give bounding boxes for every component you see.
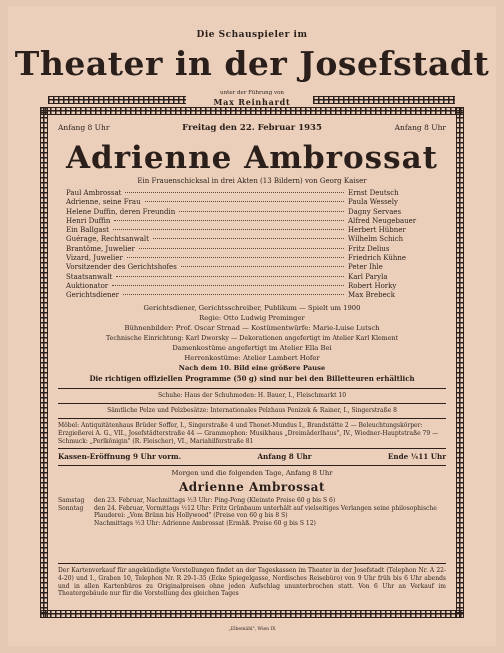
kassa-time: Kassen-Eröffnung 9 Uhr vorm.	[58, 452, 182, 461]
start-time-left: Anfang 8 Uhr	[58, 123, 110, 132]
upcoming-day: Sonntag	[58, 504, 84, 512]
upcoming-row	[58, 497, 446, 505]
cast-role: Guérage, Rechtsanwalt	[66, 235, 149, 244]
dot-leader	[125, 192, 344, 193]
cast-list	[66, 189, 438, 301]
cast-role: Staatsanwalt	[66, 272, 113, 281]
meander-border-top-right	[313, 96, 455, 104]
event-row	[58, 123, 446, 133]
upcoming-text: den 23. Februar, Nachmittags ½3 Uhr: Ping-Pong (Kleinste Preise 60 g bis S 6)	[94, 497, 336, 504]
cast-row	[66, 291, 438, 300]
pause-line: Nach dem 10. Bild eine größere Pause	[178, 364, 326, 372]
divider	[58, 403, 446, 404]
cast-row	[66, 189, 438, 198]
divider	[58, 388, 446, 389]
dot-leader	[112, 285, 344, 286]
divider	[58, 563, 446, 564]
cast-role: Henri Duffin	[66, 216, 111, 225]
dot-leader	[116, 276, 344, 277]
divider	[58, 448, 446, 449]
extras-line: Gerichtsdiener, Gerichtsschreiber, Publikum — Spielt um 1900	[143, 304, 361, 312]
cast-row	[66, 198, 438, 207]
cast-actor: Wilhelm Schich	[348, 235, 404, 244]
cast-role: Vizard, Juwelier	[66, 254, 123, 263]
upcoming-title: Adrienne Ambrossat	[178, 480, 326, 494]
pelze-ad: Sämtliche Pelze und Pelzbesätze: Internationales Pelzhaus Penizek & Rainer, I., Singerstraße 8	[107, 407, 397, 414]
direction-line: unter der Führung von	[220, 90, 284, 96]
regie-line: Regie: Otto Ludwig Preminger	[199, 314, 305, 322]
program-sheet	[8, 6, 496, 646]
cast-role: Auktionator	[66, 281, 109, 290]
programm-line: Die richtigen offiziellen Programme (50 g) sind nur bei den Billetteuren erhältlich	[89, 374, 415, 383]
start-time-right: Anfang 8 Uhr	[394, 123, 446, 132]
technik-line: Technische Einrichtung: Karl Dworsky — Dekorationen angefertigt im Atelier Karl Klement	[105, 335, 399, 342]
cast-role: Paul Ambrossat	[66, 189, 122, 197]
cast-role: Gerichtsdiener	[66, 291, 120, 300]
times-row	[58, 452, 446, 461]
cast-actor: Karl Paryla	[348, 272, 388, 281]
dot-leader	[181, 266, 344, 267]
printer-line: „Elbemühl", Wien IX	[228, 627, 276, 632]
cast-actor: Robert Horky	[348, 281, 397, 290]
cast-row	[66, 254, 438, 263]
cast-row	[66, 273, 438, 282]
ensemble-line: Die Schauspieler im	[196, 30, 308, 40]
upcoming-intro: Morgen und die folgenden Tage, Anfang 8 Uhr	[171, 469, 333, 477]
buehne-line: Bühnenbilder: Prof. Oscar Strnad — Kostümentwürfe: Marie-Luise Lutsch	[124, 324, 380, 332]
upcoming-text: Nachmittags ½3 Uhr: Adrienne Ambrossat (Ermäß. Preise 60 g bis S 12)	[94, 519, 316, 527]
cast-actor: Dagny Servaes	[348, 207, 402, 216]
dot-leader	[114, 220, 344, 221]
schuhe-ad: Schuhe: Haus der Schuhmoden: H. Bauer, I., Fleischmarkt 10	[157, 392, 347, 399]
theater-title: Theater in der Josefstadt	[14, 44, 490, 83]
cast-actor: Herbert Hübner	[348, 226, 406, 235]
meander-frame-bottom	[40, 610, 464, 618]
cast-row	[66, 226, 438, 235]
anfang-time: Anfang 8 Uhr	[257, 452, 312, 461]
cast-role: Ein Ballgast	[66, 226, 109, 235]
cast-actor: Alfred Neugebauer	[348, 216, 417, 225]
upcoming-row	[58, 505, 446, 520]
divider	[58, 418, 446, 419]
cast-actor: Paula Wessely	[348, 198, 399, 207]
cast-row	[66, 235, 438, 244]
upcoming-text: den 24. Februar, Vormittags ½12 Uhr: Fritz Grünbaum unterhält auf vielseitiges Verlangen seine philosophische Plauderei: „Vom Brünn bis Hollywood" (Preise von 60 g bis 8 S)	[94, 504, 437, 520]
director-name: Max Reinhardt	[213, 97, 291, 107]
upcoming-day	[58, 520, 94, 528]
cast-actor: Friedrich Kühne	[348, 254, 407, 263]
cast-role: Vorsitzender des Gerichtshofes	[66, 263, 177, 272]
cast-role: Brantôme, Juwelier	[66, 244, 135, 253]
cast-row	[66, 245, 438, 254]
cast-row	[66, 208, 438, 217]
cast-row	[66, 263, 438, 272]
cast-actor: Ernst Deutsch	[348, 189, 399, 197]
cast-actor: Max Brebeck	[348, 291, 395, 300]
dot-leader	[113, 229, 344, 230]
dot-leader	[123, 294, 344, 295]
cast-actor: Fritz Delius	[348, 244, 390, 253]
cast-row	[66, 217, 438, 226]
dot-leader	[139, 248, 344, 249]
divider	[58, 465, 446, 466]
damen-line: Damenkostüme angefertigt im Atelier Ella Bei	[172, 344, 332, 352]
cast-actor: Peter Ihle	[348, 263, 383, 272]
performance-date: Freitag den 22. Februar 1935	[182, 123, 322, 133]
play-genre: Ein Frauenschicksal in drei Akten (13 Bildern) von Georg Kaiser	[137, 177, 367, 185]
upcoming-row	[58, 520, 446, 528]
ende-time: Ende ¼11 Uhr	[387, 452, 446, 461]
play-title: Adrienne Ambrossat	[65, 140, 438, 176]
cast-role: Adrienne, seine Frau	[66, 198, 141, 207]
dot-leader	[145, 201, 344, 202]
upcoming-day: Samstag	[58, 497, 85, 504]
dot-leader	[179, 211, 344, 212]
cast-role: Helene Duffin, deren Freundin	[66, 207, 176, 216]
cast-row	[66, 282, 438, 291]
dot-leader	[153, 238, 344, 239]
herren-line: Herrenkostüme: Atelier Lambert Hofer	[184, 354, 320, 362]
moebel-ad: Möbel: Antiquitätenhaus Brüder Soffer, I., Singerstraße 4 und Thonet-Mundus I., Brandstätte 2 — Beleuchtungskörper: Erzgießerei A. G., VII., Josefstädterstraße 44 — Grammophon: Musikhaus „Dreimäderlhaus", IV., Wiedner-Hauptstraße 79 — Schmuck: „Perlkönigin" (R. Fleischer), VI., Mariahilferstraße 81	[58, 422, 439, 445]
vorverkauf-notice: Der Kartenverkauf für angekündigte Vorstellungen findet an der Tageskassen im Theater in der Josefstadt (Telephon Nr. A 22-4-20) und I., Graben 10, Telephon Nr. R 29-1-35 (Ecke Spiegelgasse, Nordisches Reisebüro) von 9 Uhr früh bis 6 Uhr abends und in allen Kartenbüros zu Originalpreisen ohne jeden Aufschlag ununterbrochen statt. Von 6 Uhr an Verkauf im Theatergebäude nur für die Vorstellung des gleichen Tages	[58, 567, 446, 598]
upcoming-list	[58, 497, 446, 527]
meander-frame-top	[40, 107, 464, 115]
dot-leader	[127, 257, 344, 258]
